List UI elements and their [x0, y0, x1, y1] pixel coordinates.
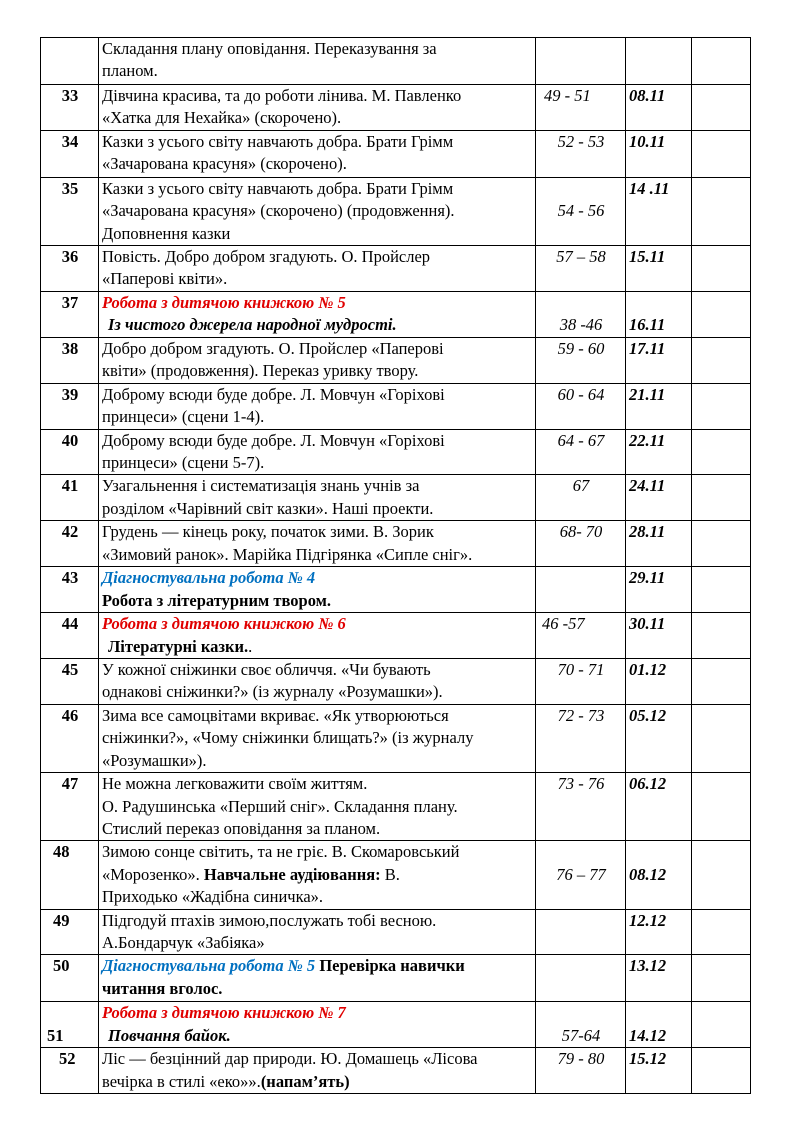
date-cell: 30.11	[626, 613, 692, 659]
topic-line: Повчання байок.	[108, 1025, 231, 1045]
lesson-topic	[99, 85, 536, 131]
lesson-topic	[99, 567, 536, 613]
diagnostic-work-heading: Діагностувальна робота № 5	[102, 956, 316, 976]
empty-cell	[692, 613, 751, 659]
date-cell	[626, 38, 692, 85]
lesson-number: 39	[41, 383, 99, 429]
pages-cell: 46 -57	[536, 613, 626, 659]
pages-cell	[536, 567, 626, 613]
pages-cell: 52 - 53	[536, 130, 626, 177]
lesson-topic	[99, 1048, 536, 1094]
date-cell: 17.11	[626, 337, 692, 383]
topic-line: Зима все самоцвітами вкриває. «Як утворюються	[102, 705, 449, 725]
topic-line: Підгодуй птахів зимою,послужать тобі весною.	[102, 910, 437, 930]
date-cell: 06.12	[626, 773, 692, 841]
topic-line-tail: Перевірка навички	[315, 956, 465, 976]
topic-line-tail: .	[248, 636, 253, 656]
table-row	[41, 383, 751, 429]
pages-cell: 64 - 67	[536, 429, 626, 475]
listening-label: Навчальне аудіювання:	[203, 864, 381, 884]
lesson-topic	[99, 841, 536, 909]
topic-line: розділом «Чарівний світ казки». Наші проекти.	[102, 498, 434, 518]
pages-cell: 59 - 60	[536, 337, 626, 383]
date-cell: 15.12	[626, 1048, 692, 1094]
table-row	[41, 613, 751, 659]
empty-cell	[692, 1048, 751, 1094]
date-cell: 29.11	[626, 567, 692, 613]
topic-line-tail: В.	[380, 864, 400, 884]
date-cell: 08.11	[626, 85, 692, 131]
pages-cell: 60 - 64	[536, 383, 626, 429]
lesson-number: 50	[41, 955, 99, 1002]
date-cell: 21.11	[626, 383, 692, 429]
memorize-label: (напам’ять)	[260, 1071, 350, 1091]
topic-line: Доброму всюди буде добре. Л. Мовчун «Горіхові	[102, 430, 445, 450]
lesson-topic	[99, 521, 536, 567]
table-row	[41, 704, 751, 772]
date-cell: 14.12	[626, 1002, 692, 1048]
pages-cell	[536, 38, 626, 85]
lesson-topic	[99, 337, 536, 383]
empty-cell	[692, 38, 751, 85]
empty-cell	[692, 429, 751, 475]
topic-line: читання вголос.	[102, 978, 223, 998]
date-cell: 05.12	[626, 704, 692, 772]
table-row	[41, 475, 751, 521]
table-row	[41, 909, 751, 955]
topic-line: «Зимовий ранок». Марійка Підгірянка «Сипле сніг».	[102, 544, 473, 564]
topic-line: Доповнення казки	[102, 223, 231, 243]
book-work-heading: Робота з дитячою книжкою № 5	[102, 293, 346, 313]
table-row	[41, 246, 751, 292]
diagnostic-work-heading: Діагностувальна робота № 4	[102, 568, 316, 588]
empty-cell	[692, 704, 751, 772]
lesson-topic	[99, 38, 536, 85]
empty-cell	[692, 130, 751, 177]
topic-line: «Морозенко».	[102, 864, 204, 884]
lesson-number: 34	[41, 130, 99, 177]
topic-line: Зимою сонце світить, та не гріє. В. Скомаровський	[102, 842, 460, 862]
topic-line: Приходько «Жадібна синичка».	[102, 887, 324, 907]
lesson-topic	[99, 613, 536, 659]
topic-line: Добро добром згадують. О. Пройслер «Паперові	[102, 338, 444, 358]
date-cell: 01.12	[626, 658, 692, 704]
topic-line: Узагальнення і систематизація знань учнів за	[102, 476, 420, 496]
topic-line: Складання плану оповідання. Переказування за	[102, 39, 437, 58]
lesson-number: 33	[41, 85, 99, 131]
date-cell: 16.11	[626, 292, 692, 338]
topic-line: «Зачарована красуня» (скорочено).	[102, 154, 347, 174]
topic-line: Літературні казки.	[108, 636, 249, 656]
lesson-topic	[99, 383, 536, 429]
lesson-number: 44	[41, 613, 99, 659]
table-row	[41, 177, 751, 245]
topic-line: Повість. Добро добром згадують. О. Пройслер	[102, 247, 431, 267]
topic-line: сніжинки?», «Чому сніжинки блищать?» (із журналу	[102, 728, 474, 748]
table-row	[41, 130, 751, 177]
table-row	[41, 955, 751, 1002]
lesson-topic	[99, 658, 536, 704]
lesson-number: 51	[41, 1002, 99, 1048]
lesson-topic	[99, 773, 536, 841]
pages-cell: 57 – 58	[536, 246, 626, 292]
lesson-number: 48	[41, 841, 99, 909]
lesson-topic	[99, 475, 536, 521]
book-work-heading: Робота з дитячою книжкою № 7	[102, 1003, 346, 1023]
table-row	[41, 85, 751, 131]
pages-cell: 73 - 76	[536, 773, 626, 841]
pages-cell: 70 - 71	[536, 658, 626, 704]
date-cell: 28.11	[626, 521, 692, 567]
table-row	[41, 773, 751, 841]
lesson-number: 49	[41, 909, 99, 955]
topic-line: «Розумашки»).	[102, 750, 207, 770]
empty-cell	[692, 292, 751, 338]
topic-line: Дівчина красива, та до роботи лінива. М. Павленко	[102, 86, 462, 105]
table-row	[41, 337, 751, 383]
book-work-heading: Робота з дитячою книжкою № 6	[102, 614, 346, 634]
topic-line: У кожної сніжинки своє обличчя. «Чи бувають	[102, 659, 431, 679]
empty-cell	[692, 658, 751, 704]
topic-line: Казки з усього світу навчають добра. Брати Грімм	[102, 178, 454, 198]
pages-cell: 38 -46	[536, 292, 626, 338]
pages-cell: 68- 70	[536, 521, 626, 567]
empty-cell	[692, 567, 751, 613]
topic-line: вечірка в стилі «еко»».	[102, 1071, 261, 1091]
empty-cell	[692, 909, 751, 955]
lesson-number: 47	[41, 773, 99, 841]
pages-cell: 57-64	[536, 1002, 626, 1048]
pages-cell: 76 – 77	[536, 841, 626, 909]
topic-line: Ліс — безцінний дар природи. Ю. Домашець «Лісова	[102, 1049, 478, 1069]
topic-line: квіти» (продовження). Переказ уривку твору.	[102, 361, 419, 381]
topic-line: принцеси» (сцени 1-4).	[102, 407, 265, 427]
pages-cell: 67	[536, 475, 626, 521]
date-cell: 22.11	[626, 429, 692, 475]
topic-line: однакові сніжинки?» (із журналу «Розумашки»).	[102, 682, 443, 702]
topic-line: Доброму всюди буде добре. Л. Мовчун «Горіхові	[102, 384, 445, 404]
lesson-number: 42	[41, 521, 99, 567]
table-row	[41, 429, 751, 475]
topic-line: Робота з літературним твором.	[102, 590, 332, 610]
lesson-topic	[99, 1002, 536, 1048]
topic-line: «Паперові квіти».	[102, 269, 228, 289]
lesson-topic	[99, 955, 536, 1002]
topic-line: Грудень — кінець року, початок зими. В. Зорик	[102, 522, 434, 542]
table-row	[41, 38, 751, 85]
lesson-topic	[99, 909, 536, 955]
topic-line: Стислий переказ оповідання за планом.	[102, 818, 381, 838]
table-row	[41, 1048, 751, 1094]
empty-cell	[692, 773, 751, 841]
empty-cell	[692, 841, 751, 909]
topic-line: «Зачарована красуня» (скорочено) (продовження).	[102, 201, 455, 221]
lesson-topic	[99, 292, 536, 338]
lesson-topic	[99, 130, 536, 177]
pages-cell: 54 - 56	[536, 177, 626, 245]
empty-cell	[692, 955, 751, 1002]
lesson-number: 35	[41, 177, 99, 245]
date-cell: 24.11	[626, 475, 692, 521]
table-row	[41, 292, 751, 338]
date-cell: 12.12	[626, 909, 692, 955]
topic-line: А.Бондарчук «Забіяка»	[102, 932, 265, 952]
lesson-number: 36	[41, 246, 99, 292]
lesson-number: 38	[41, 337, 99, 383]
lesson-number: 40	[41, 429, 99, 475]
table-row	[41, 841, 751, 909]
table-row	[41, 521, 751, 567]
pages-cell: 72 - 73	[536, 704, 626, 772]
empty-cell	[692, 521, 751, 567]
topic-line: Не можна легковажити своїм життям.	[102, 774, 368, 794]
topic-line: планом.	[102, 61, 158, 81]
empty-cell	[692, 177, 751, 245]
lesson-number: 43	[41, 567, 99, 613]
table-row	[41, 567, 751, 613]
lesson-number: 46	[41, 704, 99, 772]
topic-line: Казки з усього світу навчають добра. Брати Грімм	[102, 131, 454, 151]
empty-cell	[692, 1002, 751, 1048]
lesson-number: 52	[41, 1048, 99, 1094]
date-cell: 10.11	[626, 130, 692, 177]
empty-cell	[692, 246, 751, 292]
table-row	[41, 658, 751, 704]
table-row	[41, 1002, 751, 1048]
lesson-topic	[99, 177, 536, 245]
pages-cell	[536, 955, 626, 1002]
date-cell: 13.12	[626, 955, 692, 1002]
date-cell: 15.11	[626, 246, 692, 292]
pages-cell: 49 - 51	[536, 85, 626, 131]
empty-cell	[692, 337, 751, 383]
lesson-number: 37	[41, 292, 99, 338]
pages-cell	[536, 909, 626, 955]
lesson-topic	[99, 704, 536, 772]
pages-cell: 79 - 80	[536, 1048, 626, 1094]
lesson-number: 41	[41, 475, 99, 521]
empty-cell	[692, 475, 751, 521]
topic-line: О. Радушинська «Перший сніг». Складання плану.	[102, 796, 458, 816]
topic-line: «Хатка для Нехайка» (скорочено).	[102, 108, 342, 128]
lesson-topic	[99, 429, 536, 475]
lesson-number: 45	[41, 658, 99, 704]
lesson-plan-table	[40, 37, 751, 1094]
date-cell: 14 .11	[626, 177, 692, 245]
lesson-topic	[99, 246, 536, 292]
empty-cell	[692, 85, 751, 131]
lesson-number	[41, 38, 99, 85]
topic-line: принцеси» (сцени 5-7).	[102, 453, 265, 473]
empty-cell	[692, 383, 751, 429]
topic-line: Із чистого джерела народної мудрості.	[108, 315, 397, 335]
date-cell: 08.12	[626, 841, 692, 909]
